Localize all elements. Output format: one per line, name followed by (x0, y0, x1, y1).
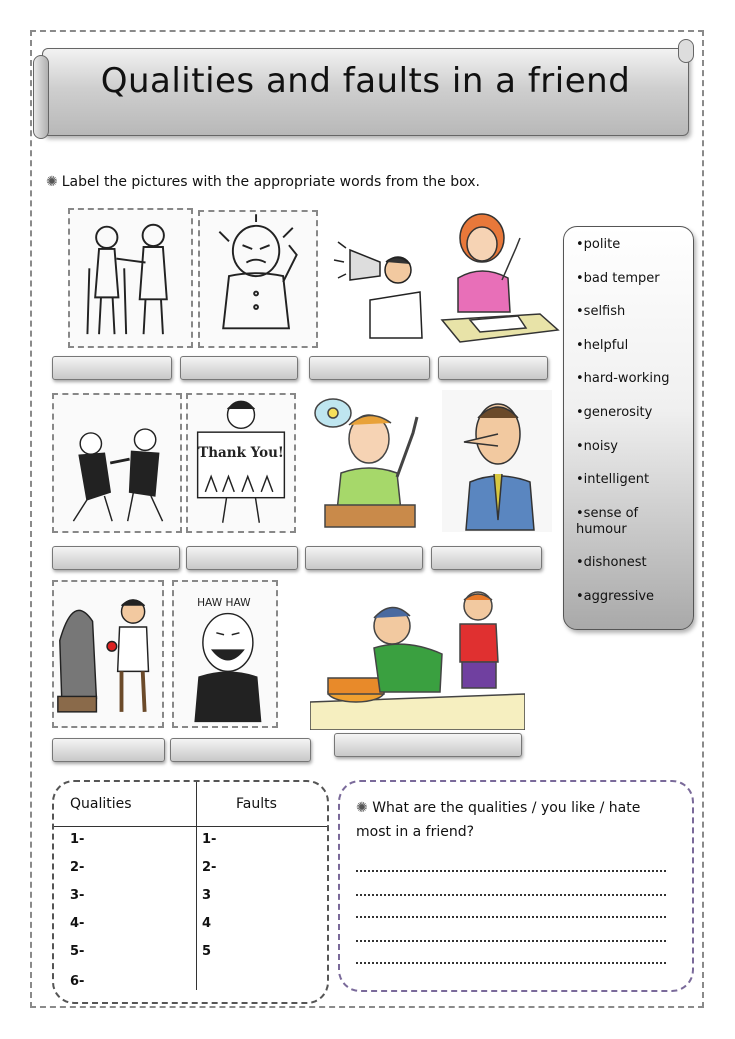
qualities-header: Qualities (70, 796, 132, 812)
word-item: •intelligent (576, 472, 650, 488)
haw-haw-text: HAW HAW (197, 596, 251, 609)
question-text: What are the qualities / you like / hate most in a friend? (356, 800, 641, 840)
answer-line[interactable] (356, 870, 666, 872)
qualities-number: 4- (70, 916, 85, 931)
word-item: •selfish (576, 304, 626, 320)
word-box (563, 226, 694, 630)
word-item: •hard-working (576, 371, 670, 387)
picture-megaphone-man (330, 222, 426, 340)
word-item: •aggressive (576, 588, 655, 604)
word-item: •helpful (576, 337, 629, 353)
word-item: •sense of humour (576, 505, 639, 537)
instruction (46, 174, 480, 190)
word-item: •polite (576, 237, 621, 252)
faults-number: 2- (202, 860, 217, 875)
word-item: •dishonest (576, 555, 647, 571)
answer-box-11[interactable] (334, 733, 522, 757)
instruction-text: Label the pictures with the appropriate words from the box. (61, 174, 480, 190)
answer-box-6[interactable] (186, 546, 298, 570)
picture-helping-friend (68, 208, 193, 348)
scroll-curl-right (678, 39, 694, 63)
answer-box-7[interactable] (305, 546, 423, 570)
table-divider-vertical (196, 782, 197, 990)
faults-number: 3 (202, 888, 212, 903)
answer-box-8[interactable] (431, 546, 542, 570)
picture-intelligent-boy (305, 393, 430, 533)
answer-box-4[interactable] (438, 356, 548, 380)
picture-studying-girl (440, 208, 560, 344)
word-item: •bad temper (576, 270, 660, 286)
question (356, 796, 676, 844)
answer-box-10[interactable] (170, 738, 311, 762)
faults-number: 4 (202, 916, 212, 931)
answer-box-1[interactable] (52, 356, 172, 380)
word-list (576, 237, 687, 605)
table-divider-horizontal (54, 826, 327, 827)
title-banner (42, 48, 689, 136)
qualities-number: 3- (70, 888, 85, 903)
word-item: •noisy (576, 438, 618, 454)
faults-number: 5 (202, 944, 212, 959)
picture-giving-beggar (52, 580, 164, 728)
picture-laughing-man (172, 580, 278, 728)
qualities-number: 1- (70, 832, 85, 847)
answer-line[interactable] (356, 940, 666, 942)
picture-thank-you-boy (186, 393, 296, 533)
answer-box-9[interactable] (52, 738, 165, 762)
thank-you-sign-text: Thank You! (198, 445, 284, 462)
flower-bullet-icon: ✺ (356, 800, 368, 816)
picture-angry-man (198, 210, 318, 348)
qualities-number: 5- (70, 944, 85, 959)
answer-line[interactable] (356, 894, 666, 896)
question-box (338, 780, 694, 992)
answer-box-3[interactable] (309, 356, 430, 380)
qualities-number: 2- (70, 860, 85, 875)
answer-box-2[interactable] (180, 356, 298, 380)
picture-selfish-boy (310, 582, 525, 730)
qualities-faults-table (52, 780, 329, 1004)
picture-fighting-men (52, 393, 182, 533)
page-title: Qualities and faults in a friend (100, 61, 631, 101)
faults-header: Faults (236, 796, 277, 812)
answer-box-5[interactable] (52, 546, 180, 570)
answer-line[interactable] (356, 962, 666, 964)
answer-line[interactable] (356, 916, 666, 918)
qualities-number: 6- (70, 974, 85, 989)
faults-number: 1- (202, 832, 217, 847)
flower-bullet-icon: ✺ (46, 174, 58, 190)
word-item: •generosity (576, 404, 653, 420)
picture-dishonest-man (442, 390, 552, 532)
